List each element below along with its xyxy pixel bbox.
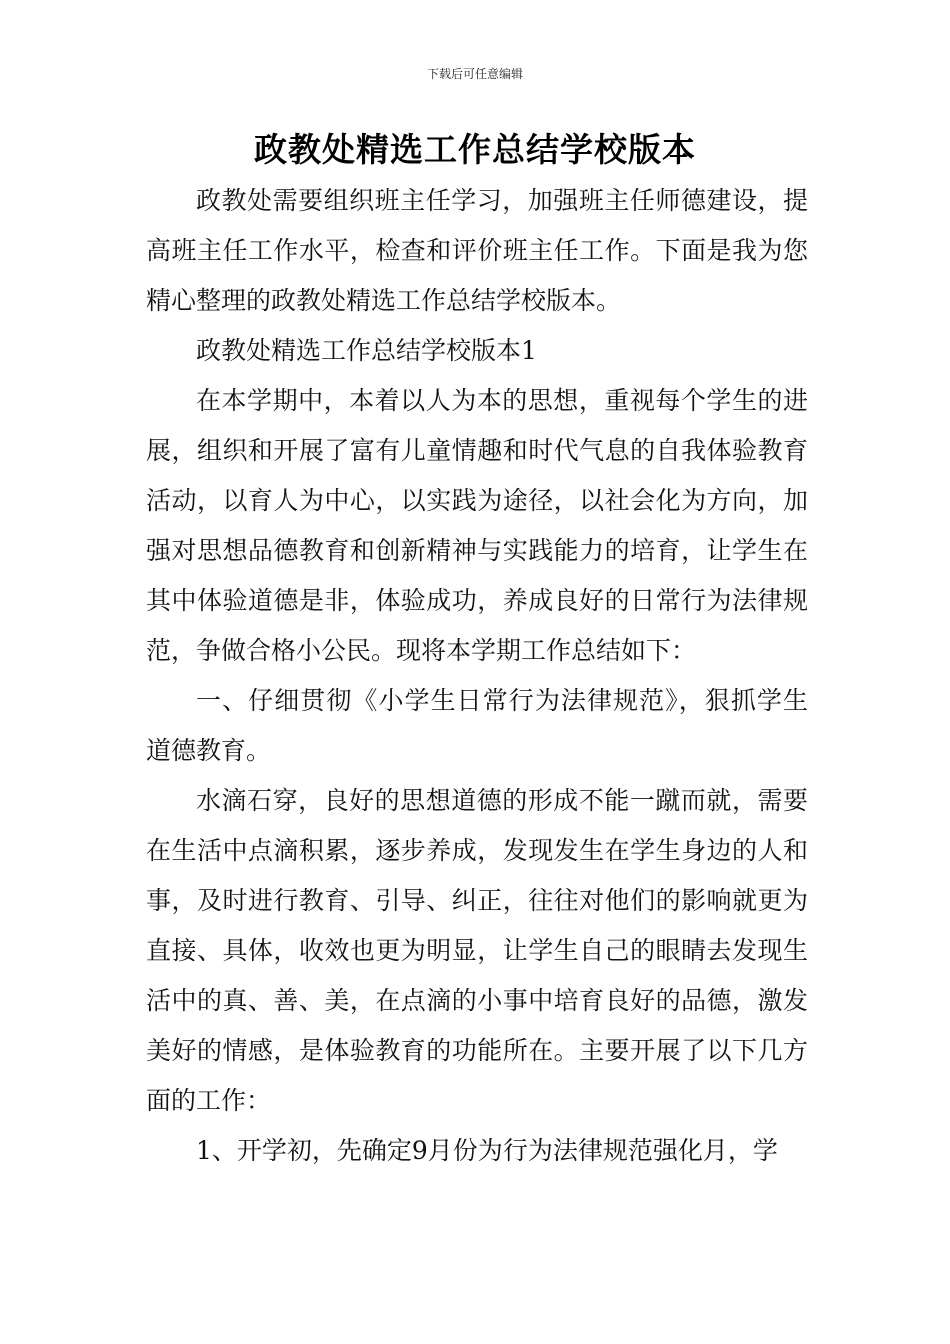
paragraph-summary: 在本学期中，本着以人为本的思想，重视每个学生的进展，组织和开展了富有儿童情趣和时代气息的自我体验教育活动，以育人为中心，以实践为途径，以社会化为方向，加强对思想品德教育和创新精神与实践能力的培育，让学生在其中体验道德是非，体验成功，养成良好的日常行为法律规范，争做合格小公民。现将本学期工作总结如下： — [146, 386, 808, 665]
section-heading-part-1: 一、仔细贯彻《小学生日常行为法律规范》，狠抓学生道德教育。 — [146, 686, 808, 765]
section-heading-1: 政教处精选工作总结学校版本1 — [196, 336, 537, 365]
document-body — [146, 176, 808, 1176]
paragraph-moral-education: 水滴石穿，良好的思想道德的形成不能一蹴而就，需要在生活中点滴积累，逐步养成，发现发生在学生身边的人和事，及时进行教育、引导、纠正，往往对他们的影响就更为直接、具体，收效也更为明显，让学生自己的眼睛去发现生活中的真、善、美，在点滴的小事中培育良好的品德，激发美好的情感，是体验教育的功能所在。主要开展了以下几方面的工作： — [146, 786, 808, 1115]
list-item-1: 1、开学初，先确定9月份为行为法律规范强化月，学 — [196, 1136, 778, 1165]
paragraph-intro: 政教处需要组织班主任学习，加强班主任师德建设，提高班主任工作水平，检查和评价班主任工作。下面是我为您精心整理的政教处精选工作总结学校版本。 — [146, 186, 808, 315]
document-title: 政教处精选工作总结学校版本 — [254, 130, 696, 169]
header-note: 下载后可任意编辑 — [426, 67, 523, 81]
